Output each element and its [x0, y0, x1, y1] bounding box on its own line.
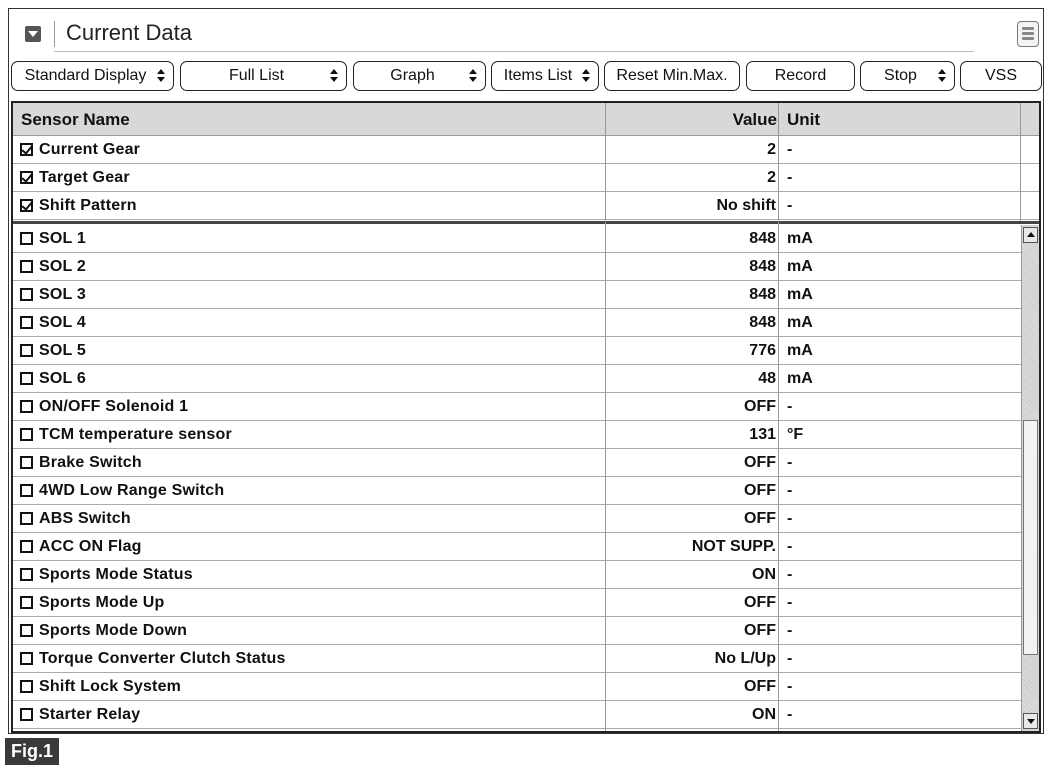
sensor-name: Starter Relay	[39, 706, 141, 723]
sensor-value: OFF	[744, 398, 776, 415]
items-list-select[interactable]	[491, 61, 599, 91]
checkbox[interactable]	[20, 624, 33, 637]
sensor-value: OFF	[744, 678, 776, 695]
table-header	[13, 103, 1039, 136]
checkbox[interactable]	[20, 596, 33, 609]
toolbar	[9, 61, 1043, 93]
sensor-value: OFF	[744, 622, 776, 639]
checkbox[interactable]	[20, 708, 33, 721]
updown-arrow-icon	[938, 69, 946, 84]
checkbox[interactable]	[20, 260, 33, 273]
figure-label: Fig.1	[5, 738, 59, 765]
sensor-value: NOT SUPP.	[691, 538, 776, 555]
sensor-value: ON	[752, 706, 776, 723]
sensor-value: 48	[758, 370, 776, 387]
sensor-value: OFF	[744, 594, 776, 611]
graph-select[interactable]	[353, 61, 486, 91]
table-row[interactable]	[13, 449, 1021, 477]
scroll-up-icon[interactable]	[1023, 227, 1038, 243]
sensor-value: OFF	[744, 510, 776, 527]
sensor-name: SOL 3	[39, 286, 86, 303]
record-label: Record	[774, 67, 827, 84]
pinned-row[interactable]	[13, 192, 1039, 220]
table-row[interactable]	[13, 617, 1021, 645]
scrollbar-thumb[interactable]	[1023, 420, 1038, 655]
sensor-value: OFF	[744, 454, 776, 471]
sensor-value: No shift	[716, 197, 776, 214]
updown-arrow-icon	[469, 69, 477, 84]
sensor-unit: -	[787, 650, 793, 667]
table-row[interactable]	[13, 225, 1021, 253]
table-row[interactable]	[13, 701, 1021, 729]
vertical-scrollbar[interactable]	[1021, 225, 1039, 731]
graph-label: Graph	[390, 67, 435, 84]
column-divider	[605, 103, 606, 731]
sensor-value: 776	[749, 342, 776, 359]
column-header-sensor-name: Sensor Name	[21, 110, 130, 129]
sensor-name: Sports Mode Status	[39, 566, 193, 583]
record-button[interactable]	[746, 61, 855, 91]
sensor-unit: -	[787, 706, 793, 723]
menu-icon[interactable]	[1017, 21, 1039, 47]
checkbox[interactable]	[20, 344, 33, 357]
checkbox[interactable]	[20, 400, 33, 413]
column-divider	[778, 103, 779, 731]
items-list-label: Items List	[503, 67, 573, 84]
sensor-name: Current Gear	[39, 141, 141, 158]
sensor-unit: -	[787, 482, 793, 499]
sensor-name: Shift Lock System	[39, 678, 182, 695]
checkbox[interactable]	[20, 512, 33, 525]
title-divider	[54, 21, 55, 47]
table-row[interactable]	[13, 673, 1021, 701]
pinned-row[interactable]	[13, 136, 1039, 164]
sensor-unit: -	[787, 197, 793, 214]
table-row[interactable]	[13, 533, 1021, 561]
sensor-unit: mA	[787, 314, 813, 331]
sensor-name: TCM temperature sensor	[39, 426, 232, 443]
sensor-name: SOL 2	[39, 258, 86, 275]
sensor-unit: mA	[787, 258, 813, 275]
sensor-unit: -	[787, 594, 793, 611]
checkbox-checked[interactable]	[20, 143, 33, 156]
sensor-name: Sports Mode Up	[39, 594, 165, 611]
sensor-unit: mA	[787, 370, 813, 387]
checkbox[interactable]	[20, 456, 33, 469]
panel-title: Current Data	[66, 20, 192, 45]
reset-minmax-button[interactable]	[604, 61, 740, 91]
table-row[interactable]	[13, 281, 1021, 309]
vss-button[interactable]	[960, 61, 1042, 91]
table-row[interactable]	[13, 393, 1021, 421]
sensor-name: Target Gear	[39, 169, 130, 186]
updown-arrow-icon	[330, 69, 338, 84]
sensor-value: OFF	[744, 482, 776, 499]
checkbox[interactable]	[20, 568, 33, 581]
sensor-unit: -	[787, 141, 793, 158]
sensor-value: ON	[752, 566, 776, 583]
checkbox[interactable]	[20, 484, 33, 497]
table-row[interactable]	[13, 589, 1021, 617]
checkbox[interactable]	[20, 652, 33, 665]
checkbox[interactable]	[20, 428, 33, 441]
sensor-name: Sports Mode Down	[39, 622, 188, 639]
sensor-value: 2	[767, 169, 776, 186]
table-row[interactable]	[13, 477, 1021, 505]
title-bar	[9, 9, 1043, 57]
sensor-value: No L/Up	[714, 650, 776, 667]
checkbox[interactable]	[20, 316, 33, 329]
sensor-name: ACC ON Flag	[39, 538, 142, 555]
sensor-name: ON/OFF Solenoid 1	[39, 398, 189, 415]
sensor-value: 848	[749, 230, 776, 247]
table-row[interactable]	[13, 253, 1021, 281]
sensor-unit: -	[787, 566, 793, 583]
sensor-value: 2	[767, 141, 776, 158]
sensor-unit: -	[787, 510, 793, 527]
sensor-unit: -	[787, 678, 793, 695]
list-mode-select[interactable]	[180, 61, 347, 91]
display-mode-label: Standard Display	[24, 67, 147, 84]
sensor-name: Torque Converter Clutch Status	[39, 650, 286, 667]
sensor-data-table	[11, 101, 1041, 733]
checkbox-checked[interactable]	[20, 171, 33, 184]
table-row[interactable]	[13, 337, 1021, 365]
sensor-unit: mA	[787, 230, 813, 247]
sensor-name: ABS Switch	[39, 510, 131, 527]
sensor-name: SOL 6	[39, 370, 86, 387]
sensor-unit: -	[787, 169, 793, 186]
sensor-value: 131	[749, 426, 776, 443]
table-row[interactable]	[13, 309, 1021, 337]
table-row[interactable]	[13, 365, 1021, 393]
sensor-unit: -	[787, 454, 793, 471]
sensor-unit: mA	[787, 342, 813, 359]
column-header-value: Value	[732, 110, 777, 129]
sensor-unit: mA	[787, 286, 813, 303]
table-row[interactable]	[13, 421, 1021, 449]
sensor-value: 848	[749, 258, 776, 275]
current-data-panel	[8, 8, 1044, 734]
checkbox[interactable]	[20, 288, 33, 301]
vss-label: VSS	[984, 67, 1017, 84]
sensor-unit: °F	[787, 426, 804, 443]
collapse-icon[interactable]	[25, 26, 41, 42]
reset-minmax-label: Reset Min.Max.	[616, 67, 728, 84]
sensor-name: 4WD Low Range Switch	[39, 482, 225, 499]
checkbox[interactable]	[20, 680, 33, 693]
list-mode-label: Full List	[228, 67, 285, 84]
checkbox[interactable]	[20, 232, 33, 245]
sensor-value: 848	[749, 286, 776, 303]
checkbox[interactable]	[20, 540, 33, 553]
checkbox[interactable]	[20, 372, 33, 385]
stop-select[interactable]	[860, 61, 955, 91]
updown-arrow-icon	[157, 69, 165, 84]
updown-arrow-icon	[582, 69, 590, 84]
sensor-name: SOL 4	[39, 314, 86, 331]
title-underline	[54, 51, 974, 52]
sensor-unit: -	[787, 538, 793, 555]
sensor-unit: -	[787, 622, 793, 639]
table-row[interactable]	[13, 561, 1021, 589]
sensor-name: SOL 5	[39, 342, 86, 359]
sensor-unit: -	[787, 398, 793, 415]
table-row[interactable]	[13, 645, 1021, 673]
sensor-name: SOL 1	[39, 230, 86, 247]
column-divider	[1020, 103, 1021, 221]
display-mode-select[interactable]	[11, 61, 174, 91]
scroll-down-icon[interactable]	[1023, 713, 1038, 729]
table-row[interactable]	[13, 505, 1021, 533]
checkbox-checked[interactable]	[20, 199, 33, 212]
sensor-value: 848	[749, 314, 776, 331]
stop-label: Stop	[884, 67, 917, 84]
column-header-unit: Unit	[787, 110, 821, 129]
sensor-name: Shift Pattern	[39, 197, 137, 214]
pinned-row[interactable]	[13, 164, 1039, 192]
pinned-divider	[13, 221, 1039, 224]
sensor-name: Brake Switch	[39, 454, 142, 471]
